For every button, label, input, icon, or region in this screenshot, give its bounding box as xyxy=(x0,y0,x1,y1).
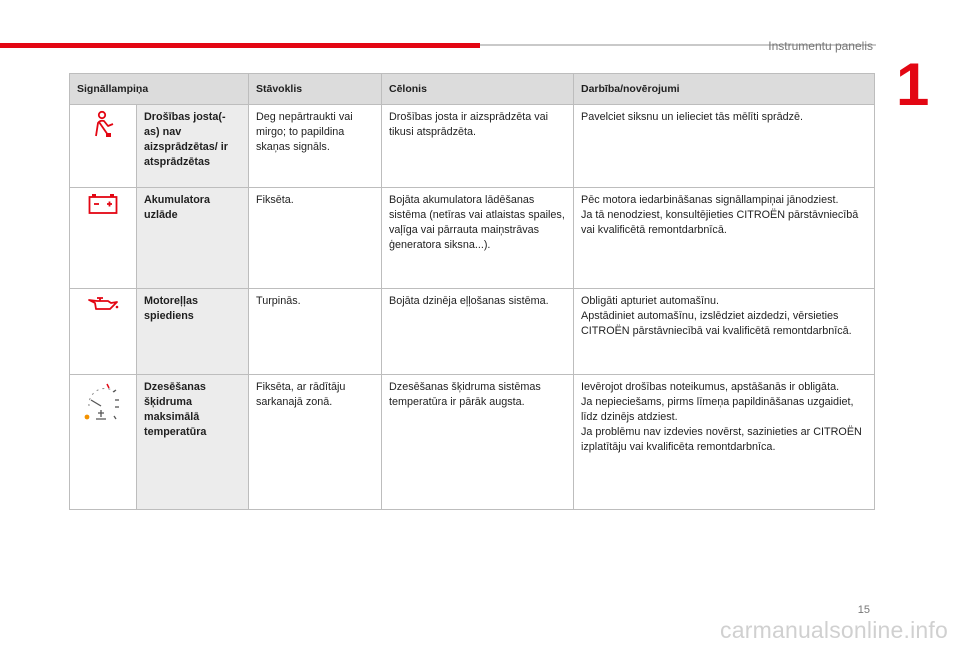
lamp-state: Fiksēta. xyxy=(249,188,382,289)
lamp-state: Turpinās. xyxy=(249,289,382,375)
lamp-icon-cell xyxy=(70,375,137,510)
column-header-lamp: Signāllampiņa xyxy=(70,74,249,105)
lamp-cause: Bojāta dzinēja eļļošanas sistēma. xyxy=(382,289,574,375)
column-header-cause: Cēlonis xyxy=(382,74,574,105)
lamp-cause: Drošības josta ir aizsprādzēta vai tikusi atsprādzēta. xyxy=(382,105,574,188)
seatbelt-icon xyxy=(88,110,118,145)
lamp-name: Drošības josta(-as) nav aizsprādzētas/ ir atsprādzētas xyxy=(137,105,249,188)
column-header-action: Darbība/novērojumi xyxy=(574,74,875,105)
lamp-action xyxy=(574,375,875,510)
action-line: Ja tā nenodziest, konsultējieties CITROËN pārstāvniecībā vai kvalificētā remontdarbnīcā. xyxy=(581,209,859,236)
lamp-name: Akumulatora uzlāde xyxy=(137,188,249,289)
lamp-cause: Dzesēšanas šķidruma sistēmas temperatūra ir pārāk augsta. xyxy=(382,375,574,510)
watermark: carmanualsonline.info xyxy=(720,617,948,643)
lamp-icon-cell xyxy=(70,289,137,375)
action-line: Obligāti apturiet automašīnu. xyxy=(581,295,720,307)
lamp-name: Motoreļļas spiediens xyxy=(137,289,249,375)
table-row xyxy=(70,289,875,375)
lamp-cause: Bojāta akumulatora lādēšanas sistēma (netīras vai atlaistas spailes, vaļīga vai pārrauta maiņstrāvas ģeneratora siksna...). xyxy=(382,188,574,289)
column-header-state: Stāvoklis xyxy=(249,74,382,105)
table-header-row xyxy=(70,74,875,105)
warning-lamps-table xyxy=(69,73,875,510)
lamp-action xyxy=(574,188,875,289)
table-row xyxy=(70,188,875,289)
table-row xyxy=(70,375,875,510)
section-title: Instrumentu panelis xyxy=(768,39,873,53)
battery-icon xyxy=(88,193,118,220)
page-number: 15 xyxy=(857,604,870,616)
lamp-state: Fiksēta, ar rādītāju sarkanajā zonā. xyxy=(249,375,382,510)
lamp-name: Dzesēšanas šķidruma maksimālā temperatūra xyxy=(137,375,249,510)
action-line: Ja nepieciešams, pirms līmeņa papildināšanas uzgaidiet, līdz dzinējs atdziest. xyxy=(581,396,854,423)
action-line: Apstādiniet automašīnu, izslēdziet aizdedzi, vērsieties CITROËN pārstāvniecībā vai kvalificētā remontdarbnīcā. xyxy=(581,310,852,337)
lamp-state: Deg nepārtraukti vai mirgo; to papildina skaņas signāls. xyxy=(249,105,382,188)
coolant-temperature-icon xyxy=(81,380,125,429)
lamp-icon-cell xyxy=(70,188,137,289)
oil-can-icon xyxy=(86,294,120,319)
lamp-action xyxy=(574,105,875,188)
action-line: Pēc motora iedarbināšanas signāllampiņai jānodziest. xyxy=(581,194,839,206)
action-line: Ievērojot drošības noteikumus, apstāšanās ir obligāta. xyxy=(581,381,840,393)
table-row xyxy=(70,105,875,188)
lamp-icon-cell xyxy=(70,105,137,188)
lamp-action xyxy=(574,289,875,375)
action-line: Pavelciet siksnu un ielieciet tās mēlīti sprādzē. xyxy=(581,111,804,123)
header-accent-bar xyxy=(0,43,480,48)
chapter-number: 1 xyxy=(896,51,930,118)
action-line: Ja problēmu nav izdevies novērst, sazinieties ar CITROËN izplatītāju vai kvalificēta remontdarbnīca. xyxy=(581,426,862,453)
